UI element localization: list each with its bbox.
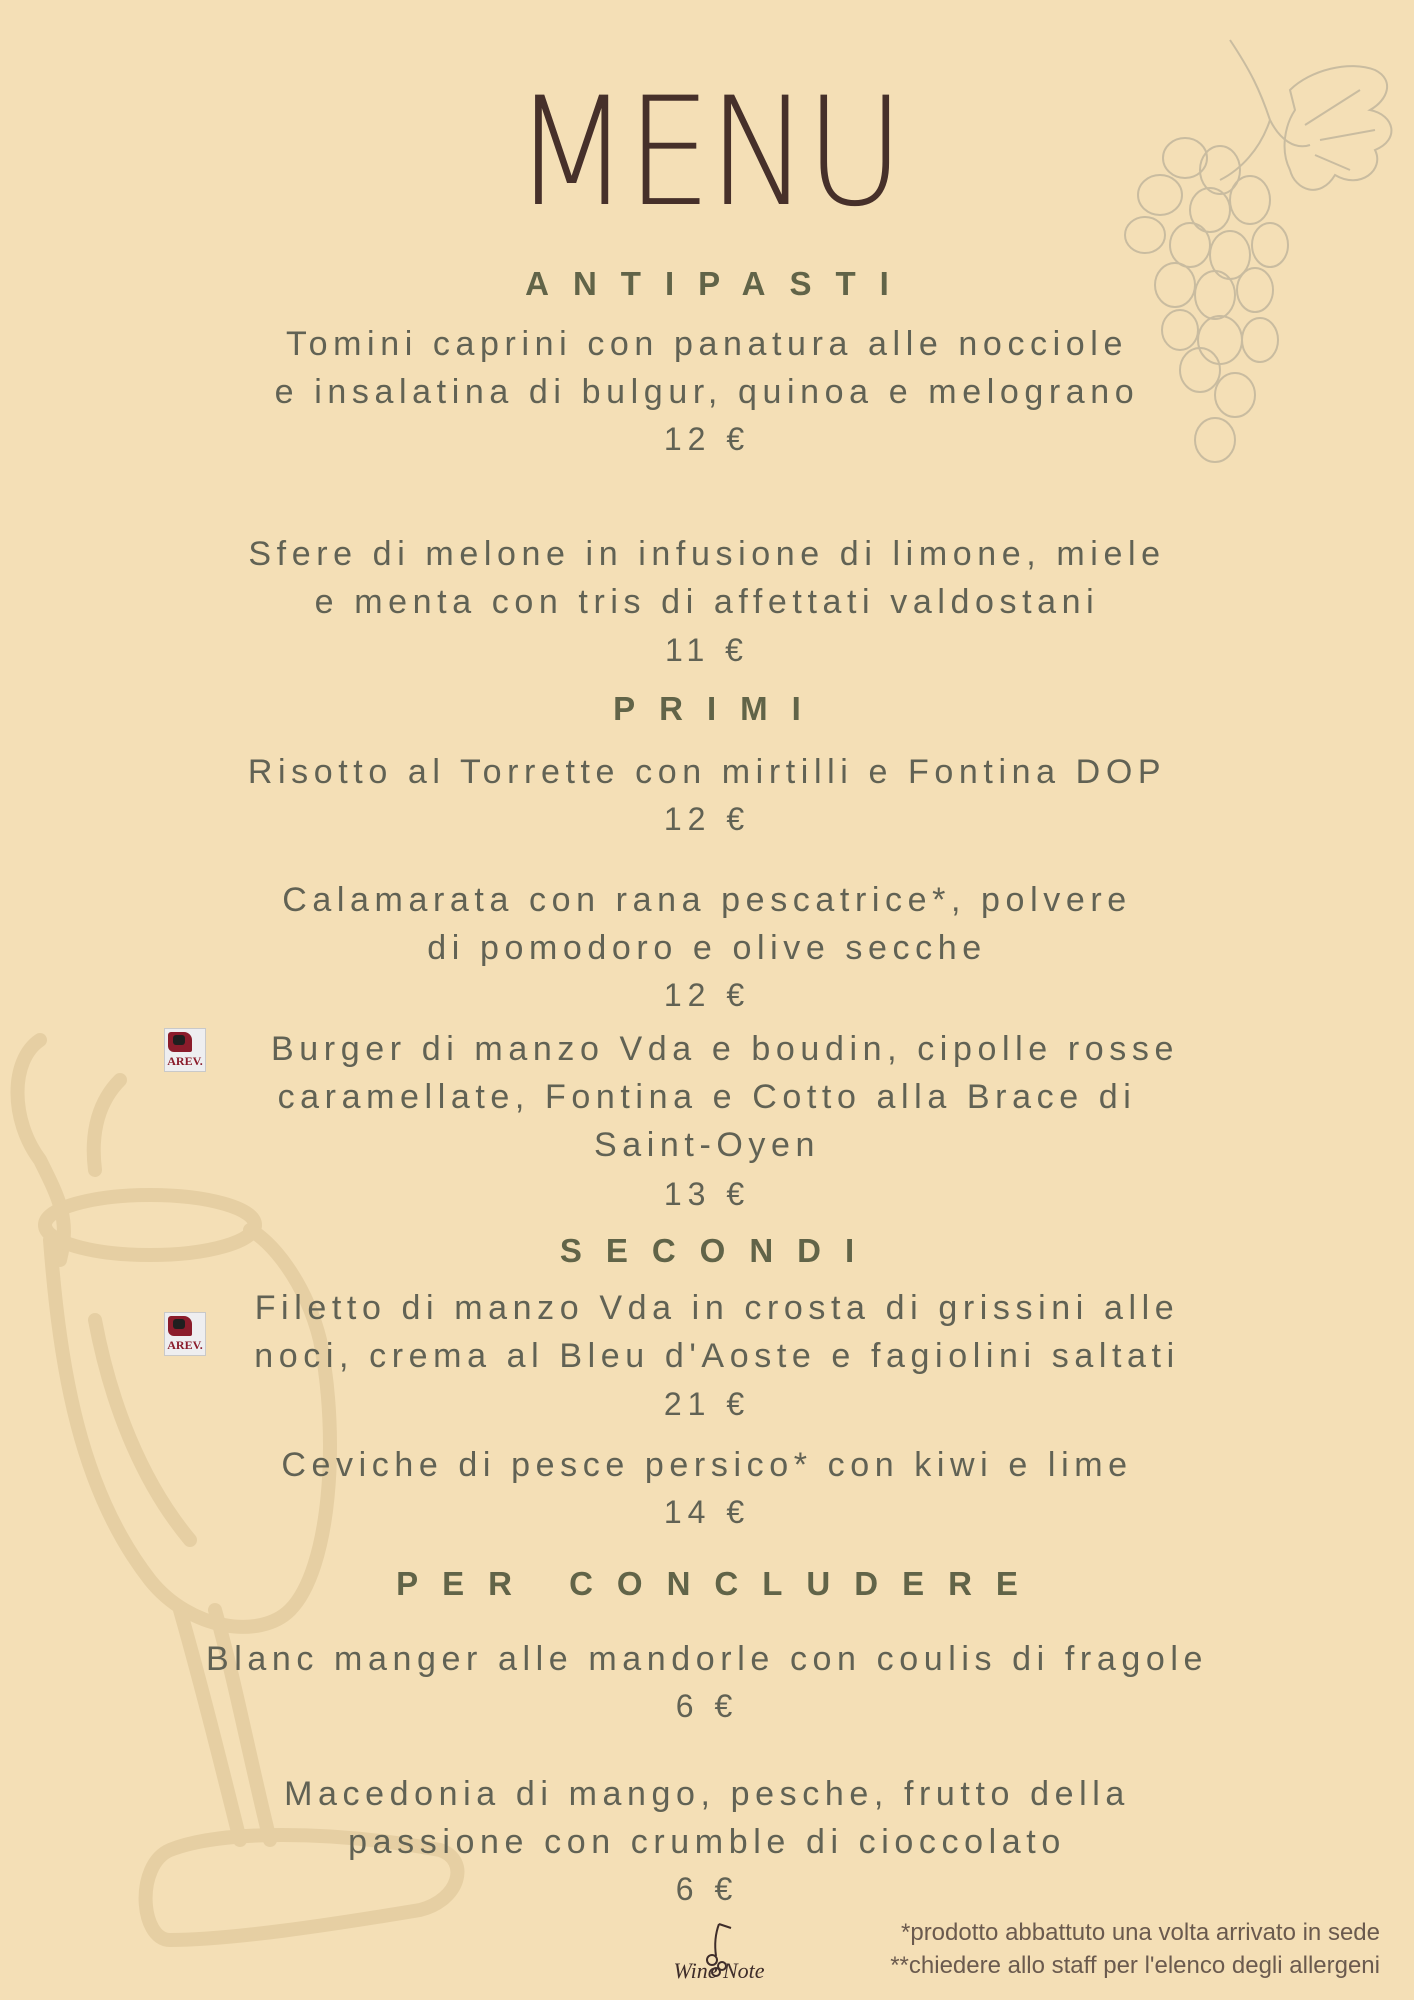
dish-price: 12 € [663, 801, 751, 837]
dish-name [0, 1284, 1414, 1380]
dish-price: 12 € [663, 421, 751, 457]
dish-line: Ceviche di pesce persico* con kiwi e lime [281, 1446, 1133, 1484]
dish-line: e menta con tris di affettati valdostani [314, 583, 1100, 621]
dish-line: passione con crumble di cioccolato [348, 1823, 1066, 1861]
section-heading-antipasti: ANTIPASTI [525, 265, 913, 302]
dish-line: Risotto al Torrette con mirtilli e Fontina DOP [247, 753, 1167, 791]
dish-line: Burger di manzo Vda e boudin, cipolle rosse [271, 1030, 1179, 1068]
footnote: *prodotto abbattuto una volta arrivato in sede [901, 1919, 1380, 1946]
dish-line: noci, crema al Bleu d'Aoste e fagiolini saltati [254, 1337, 1180, 1375]
arev-logo-text: AREV. [167, 1338, 203, 1352]
dish-name [0, 1441, 1414, 1489]
logo-text: Wine Note [673, 1958, 765, 1983]
dish-name [0, 876, 1414, 972]
dish-line: di pomodoro e olive secche [427, 929, 987, 967]
dish-name [0, 530, 1414, 626]
section-heading-per-concludere: PER CONCLUDERE [396, 1565, 1042, 1602]
dish-price: 12 € [663, 977, 751, 1013]
dish-line: Filetto di manzo Vda in crosta di grissini alle [254, 1289, 1180, 1327]
footnote: **chiedere allo staff per l'elenco degli allergeni [890, 1952, 1380, 1979]
dish-line: e insalatina di bulgur, quinoa e melograno [274, 373, 1140, 411]
dish-name [0, 320, 1414, 416]
dish-name [0, 1635, 1414, 1683]
dish-line: Calamarata con rana pescatrice*, polvere [282, 881, 1132, 919]
footnotes [890, 1916, 1380, 1982]
dish-name [0, 1025, 1414, 1169]
dish-price: 14 € [663, 1494, 751, 1530]
section-heading-primi: PRIMI [613, 690, 825, 727]
section-heading-secondi: SECONDI [559, 1232, 879, 1269]
dish-price: 21 € [663, 1386, 751, 1422]
arev-logo-text: AREV. [167, 1054, 203, 1068]
dish-price: 13 € [663, 1176, 751, 1212]
wine-note-logo-icon [656, 1920, 782, 1998]
dish-line: Sfere di melone in infusione di limone, miele [248, 535, 1166, 573]
dish-line: Saint-Oyen [593, 1126, 821, 1164]
dish-name [0, 748, 1414, 796]
dish-price: 6 € [675, 1688, 739, 1724]
dish-line: Tomini caprini con panatura alle nocciole [286, 325, 1128, 363]
dish-price: 6 € [675, 1871, 739, 1907]
dish-price: 11 € [665, 632, 749, 668]
dish-line: Macedonia di mango, pesche, frutto della [284, 1775, 1130, 1813]
dish-line: caramellate, Fontina e Cotto alla Brace di [277, 1078, 1137, 1116]
menu-title: MENU [513, 66, 901, 240]
dish-line: Blanc manger alle mandorle con coulis di fragole [205, 1640, 1209, 1678]
dish-name [0, 1770, 1414, 1866]
